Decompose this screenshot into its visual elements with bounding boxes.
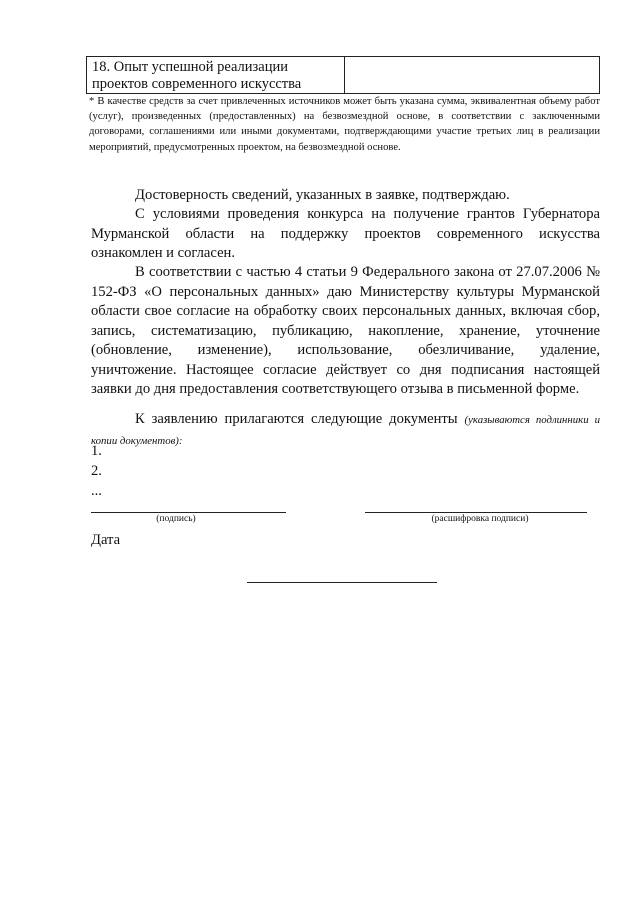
attachments-paragraph [91,410,600,451]
signature-decode-line [365,512,587,513]
attachment-item-ellipsis: ... [91,483,102,499]
application-table [86,56,600,94]
attachments-intro: К заявлению прилагаются следующие документы [135,411,458,427]
signature-line [91,512,286,513]
attachments-note: (указываются подлинники и копии документов): [91,414,600,447]
signature-caption: (подпись) [156,514,196,524]
consent-statement: В соответствии с частью 4 статьи 9 Федерального закона от 27.07.2006 № 152-ФЗ «О персональных данных» даю Министерству культуры Мурманской области свое согласие на обработку своих персональных данных, включая сбор, запись, систематизацию, публикацию, накопление, хранение, уточнение (обновление, изменение), использование, обезличивание, удаление, уничтожение. Настоящее согласие действует со дня подписания настоящей заявки до дня предоставления соответствующего отзыва в письменной форме. [91,264,600,397]
signature-decode-caption: (расшифровка подписи) [431,514,529,524]
footnote: * В качестве средств за счет привлеченных источников может быть указана сумма, эквивалентная объему работ (услуг), произведенных (предоставленных) на безвозмездной основе, в соответствии с заключенными договорами, соглашениями или иными документами, подтверждающими участие третьих лиц в реализации мероприятий, предусмотренных проектом, на безвозмездной основе. [89,96,600,153]
reliability-statement: Достоверность сведений, указанных в заявке, подтверждаю. [135,187,510,203]
table-row-label: 18. Опыт успешной реализации проектов современного искусства [92,59,302,92]
attachment-item-2: 2. [91,463,102,479]
conditions-statement: С условиями проведения конкурса на получение грантов Губернатора Мурманской области на поддержку проектов современного искусства ознакомлен и согласен. [91,206,600,261]
attachment-item-1: 1. [91,443,102,459]
table-column-divider [344,57,345,93]
bottom-separator-line [247,582,437,583]
date-label: Дата [91,532,121,548]
